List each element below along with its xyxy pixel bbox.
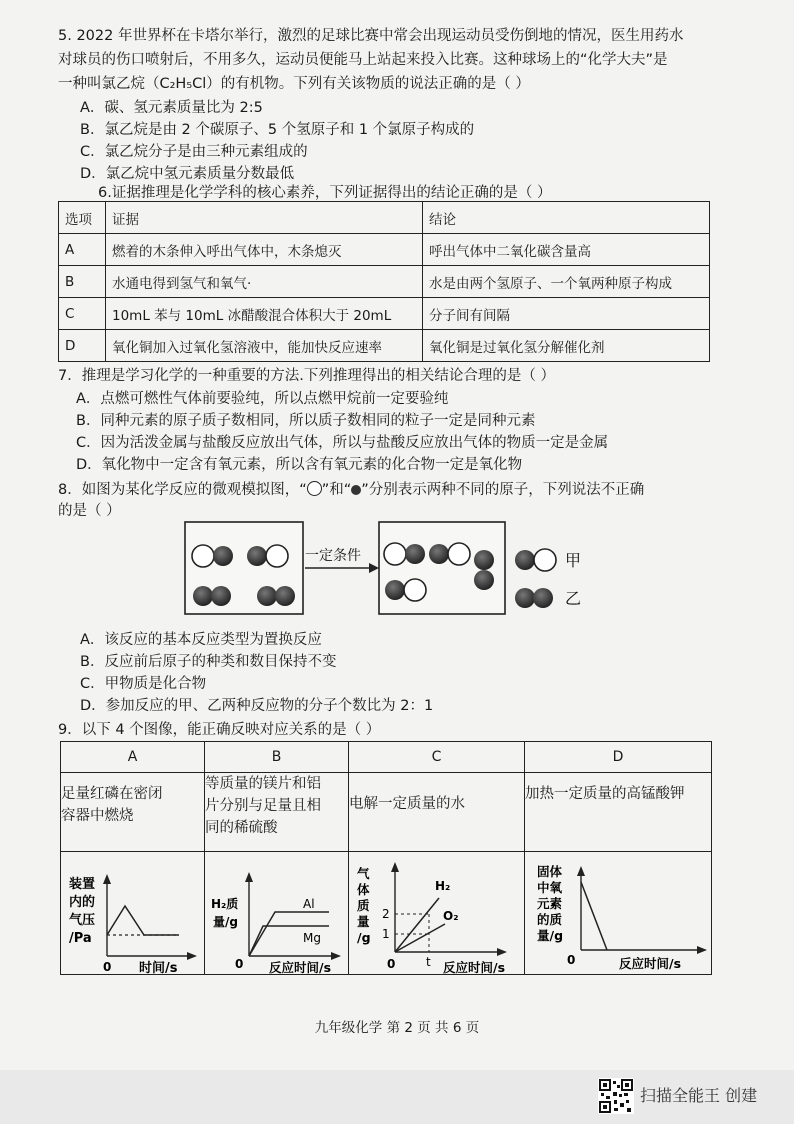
q9-header-d: D <box>525 742 712 773</box>
q6-cell: 水通电得到氢气和氧气· <box>106 266 423 298</box>
dark-atom-icon <box>351 485 361 495</box>
arrow-head-icon <box>369 563 379 573</box>
q8-stem-part-c: ”分别表示两种不同的原子，下列说法不正确 <box>361 482 645 498</box>
legend-yi <box>515 588 553 608</box>
qr-code-icon <box>598 1078 634 1114</box>
q7-option-c: C．因为活泼金属与盐酸反应放出气体，所以与盐酸反应放出气体的物质一定是金属 <box>76 435 609 451</box>
graph-a-ylabel-4: /Pa <box>69 931 92 946</box>
q5-line-2: 对球员的伤口喷射后，不用多久，运动员便能马上站起来投入比赛。这种球场上的“化学大夫”是 <box>58 52 668 68</box>
graph-c-xtick-t: t <box>426 955 431 969</box>
q9-header-a: A <box>61 742 205 773</box>
arrow-icon <box>577 866 585 876</box>
q6-cell: C <box>59 298 106 330</box>
graph-a-svg <box>61 852 204 974</box>
arrow-icon <box>697 946 707 954</box>
q9-desc-b-text: 等质量的镁片和铝片分别与足量且相同的稀硫酸 <box>205 776 321 836</box>
graph-b-ylabel-2: 量/g <box>213 915 238 929</box>
q9-desc-c-text: 电解一定质量的水 <box>349 796 465 812</box>
legend-jia-label: 甲 <box>565 551 582 570</box>
q9-header-c: C <box>349 742 525 773</box>
graph-c-ylabel-2: 体 <box>357 882 370 897</box>
q8-stem-part-a: 8．如图为某化学反应的微观模拟图，“ <box>58 482 307 498</box>
graph-c-h2-label: H₂ <box>435 879 451 893</box>
graph-d-origin: 0 <box>567 953 576 967</box>
q6-cell: 呼出气体中二氧化碳含量高 <box>423 234 710 266</box>
graph-a-xlabel: 时间/s <box>139 961 178 974</box>
graph-b-xlabel: 反应时间/s <box>269 960 332 974</box>
q7-option-d: D．氧化物中一定含有氧元素，所以含有氧元素的化合物一定是氧化物 <box>76 457 523 473</box>
q5-option-c: C．氯乙烷分子是由三种元素组成的 <box>80 144 308 160</box>
q6-cell: 氧化铜是过氧化氢分解催化剂 <box>423 330 710 362</box>
graph-c-xlabel: 反应时间/s <box>443 960 506 974</box>
graph-c-tick-2: 2 <box>382 907 390 921</box>
q5-line-1: 5. 2022 年世界杯在卡塔尔举行，激烈的足球比赛中常会出现运动员受伤倒地的情况，医生用药水 <box>58 28 684 44</box>
graph-c-h2-line <box>395 898 439 952</box>
table-row <box>59 330 710 362</box>
q9-stem: 9．以下 4 个图像，能正确反映对应关系的是（ ） <box>58 722 381 738</box>
arrow-icon <box>245 872 253 882</box>
scanner-watermark: 扫描全能王 创建 <box>640 1086 758 1105</box>
graph-c-o2-label: O₂ <box>443 909 459 923</box>
reaction-diagram <box>183 520 603 620</box>
graph-b-origin: 0 <box>235 957 244 971</box>
q5-option-d: D．氯乙烷中氢元素质量分数最低 <box>80 166 295 182</box>
graph-d-ylabel-5: 量/g <box>537 928 564 943</box>
page-footer: 九年级化学 第 2 页 共 6 页 <box>314 1020 480 1036</box>
graph-a-origin: 0 <box>103 960 112 974</box>
q8-stem-part-b: ”和“ <box>321 482 352 498</box>
q8-option-b: B．反应前后原子的种类和数目保持不变 <box>80 654 337 670</box>
q5-option-b: B．氯乙烷是由 2 个碳原子、5 个氢原子和 1 个氯原子构成的 <box>80 122 475 138</box>
q6-cell: 氧化铜加入过氧化氢溶液中，能加快反应速率 <box>106 330 423 362</box>
table-row <box>59 234 710 266</box>
graph-c-ylabel-3: 质 <box>357 898 370 913</box>
graph-c-ylabel-1: 气 <box>357 866 370 881</box>
graph-b-mg-label: Mg <box>303 931 321 945</box>
graph-c-o2-line <box>395 924 445 952</box>
graph-d-ylabel-2: 中氧 <box>537 880 563 895</box>
q9-desc-d <box>525 773 712 852</box>
graph-c-tick-1: 1 <box>382 927 390 941</box>
q6-cell: 10mL 苯与 10mL 冰醋酸混合体积大于 20mL <box>106 298 423 330</box>
graph-b-al-label: Al <box>303 897 315 911</box>
q9-table <box>60 741 712 975</box>
graph-a-ylabel-2: 内的 <box>69 895 96 910</box>
q9-desc-a <box>61 773 205 852</box>
q6-header-conclusion: 结论 <box>423 202 710 234</box>
table-row <box>61 773 712 852</box>
q7-option-b: B．同种元素的原子质子数相同，所以质子数相同的粒子一定是同种元素 <box>76 413 536 429</box>
q9-graph-a <box>61 852 205 975</box>
q9-graph-b <box>205 852 349 975</box>
q6-header-evidence: 证据 <box>106 202 423 234</box>
white-atom-icon <box>307 481 322 496</box>
graph-c-ylabel-5: /g <box>357 930 371 945</box>
q5-option-a: A．碳、氢元素质量比为 2:5 <box>80 100 263 116</box>
q9-graph-c <box>349 852 525 975</box>
legend-yi-label: 乙 <box>565 589 582 608</box>
arrow-icon <box>331 952 341 960</box>
q6-cell: B <box>59 266 106 298</box>
graph-a-ylabel-1: 装置 <box>69 877 96 892</box>
q9-header-b: B <box>205 742 349 773</box>
graph-a-ylabel-3: 气压 <box>69 913 96 928</box>
graph-a-curve <box>107 906 179 935</box>
q6-cell: 水是由两个氢原子、一个氧两种原子构成 <box>423 266 710 298</box>
graph-b-ylabel-1: H₂质 <box>211 897 239 911</box>
table-row <box>59 202 710 234</box>
q9-desc-c <box>349 773 525 852</box>
graph-c-svg <box>349 852 524 974</box>
q8-option-c: C．甲物质是化合物 <box>80 676 207 692</box>
q8-stem <box>58 480 644 500</box>
arrow-icon <box>497 948 507 956</box>
q9-graph-d <box>525 852 712 975</box>
graph-d-ylabel-4: 的质 <box>537 912 563 927</box>
q7-stem: 7．推理是学习化学的一种重要的方法.下列推理得出的相关结论合理的是（ ） <box>58 368 555 384</box>
q6-cell: 燃着的木条伸入呼出气体中，木条熄灭 <box>106 234 423 266</box>
arrow-icon <box>103 874 111 884</box>
graph-d-xlabel: 反应时间/s <box>619 956 682 971</box>
table-row <box>61 852 712 975</box>
q8-option-d: D．参加反应的甲、乙两种反应物的分子个数比为 2：1 <box>80 698 434 714</box>
q6-table <box>58 201 710 362</box>
q6-cell: A <box>59 234 106 266</box>
table-row <box>59 298 710 330</box>
q5-line-3: 一种叫氯乙烷（C₂H₅Cl）的有机物。下列有关该物质的说法正确的是（ ） <box>58 76 530 92</box>
q9-desc-b <box>205 773 349 852</box>
graph-d-ylabel-3: 元素 <box>537 896 563 911</box>
graph-d-svg <box>525 852 713 974</box>
q9-desc-d-text: 加热一定质量的高锰酸钾 <box>525 786 685 802</box>
q7-option-a: A．点燃可燃性气体前要验纯，所以点燃甲烷前一定要验纯 <box>76 391 449 407</box>
q6-cell: 分子间有间隔 <box>423 298 710 330</box>
arrow-icon <box>391 862 399 872</box>
graph-b-svg <box>205 852 348 974</box>
q6-cell: D <box>59 330 106 362</box>
q9-desc-a-text: 足量红磷在密闭容器中燃烧 <box>61 786 163 824</box>
legend-jia <box>515 549 556 571</box>
graph-c-ylabel-4: 量 <box>357 914 370 929</box>
graph-d-ylabel-1: 固体 <box>537 864 563 879</box>
q6-header-option: 选项 <box>59 202 106 234</box>
graph-c-origin: 0 <box>387 957 396 971</box>
q6-stem: 6.证据推理是化学学科的核心素养，下列证据得出的结论正确的是（ ） <box>98 185 552 201</box>
table-row <box>59 266 710 298</box>
arrow-icon <box>187 952 197 960</box>
graph-d-line <box>581 882 607 950</box>
q8-stem-line-2: 的是（ ） <box>58 503 121 519</box>
table-row <box>61 742 712 773</box>
reaction-diagram-svg <box>183 520 603 620</box>
arrow-label: 一定条件 <box>305 548 361 564</box>
q8-option-a: A．该反应的基本反应类型为置换反应 <box>80 632 322 648</box>
